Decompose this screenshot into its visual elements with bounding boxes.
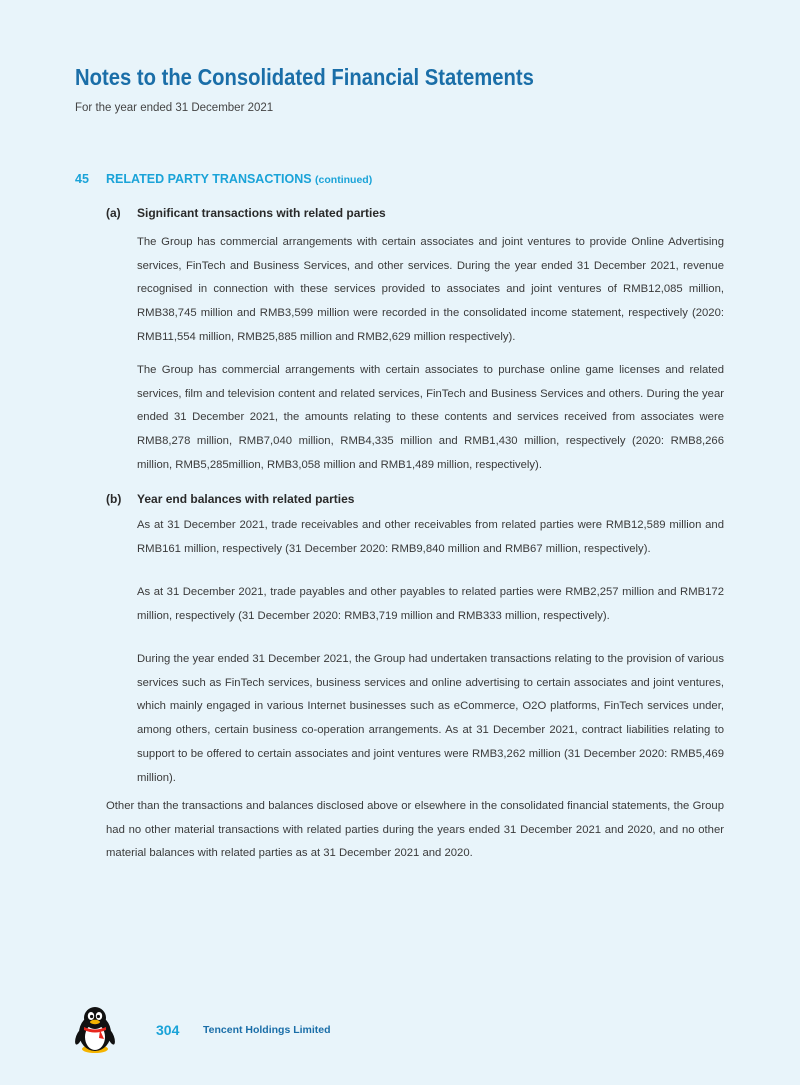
paragraph: During the year ended 31 December 2021, the Group had undertaken transactions relating to the provision of various services such as FinTech services, business services and online advertising to certain associates and joint ventures, which mainly engaged in various Internet businesses such as eCommerce, O2O platforms, FinTech services under, among others, certain business co-operation arrangements. As at 31 December 2021, contract liabilities relating to support to be offered to certain associates and joint ventures were RMB3,262 million (31 December 2020: RMB5,469 million). <box>137 653 724 784</box>
section-title: RELATED PARTY TRANSACTIONS <box>106 172 312 186</box>
subsection-letter: (b) <box>106 492 122 506</box>
paragraph: The Group has commercial arrangements with certain associates to purchase online game licenses and related services, film and television content and related services, FinTech and Business Services and others. During the year ended 31 December 2021, the amounts relating to these contents and services received from associates were RMB8,278 million, RMB7,040 million, RMB4,335 million and RMB1,430 million, respectively (2020: RMB8,266 million, RMB5,285million, RMB3,058 million and RMB1,489 million, respectively). <box>137 364 724 471</box>
paragraph: As at 31 December 2021, trade receivables and other receivables from related parties were RMB12,589 million and RMB161 million, respectively (31 December 2020: RMB9,840 million and RMB67 million, respectively). <box>137 519 724 555</box>
section-continued: (continued) <box>315 174 373 186</box>
paragraph: The Group has commercial arrangements with certain associates and joint ventures to provide Online Advertising services, FinTech and Business Services, and other services. During the year ended 31 December 2021, revenue recognised in connection with these services provided to associates and joint ventures of RMB12,085 million, RMB38,745 million and RMB3,599 million were recorded in the consolidated income statement, respectively (2020: RMB11,554 million, RMB25,885 million and RMB2,629 million respectively). <box>137 236 724 343</box>
paragraph: As at 31 December 2021, trade payables and other payables to related parties were RMB2,257 million and RMB172 million, respectively (31 December 2020: RMB3,719 million and RMB333 million, respectively). <box>137 586 724 622</box>
penguin-logo-icon <box>72 1005 118 1055</box>
subsection-title: Year end balances with related parties <box>137 492 355 506</box>
page-title: Notes to the Consolidated Financial Statements <box>75 64 534 90</box>
subsection-heading-b <box>106 492 354 506</box>
closing-paragraph: Other than the transactions and balances disclosed above or elsewhere in the consolidated financial statements, the Group had no other material transactions with related parties during the years ended 31 December 2021 and 2020, and no other material balances with related parties as at 31 December 2021 and 2020. <box>106 800 724 860</box>
section-heading <box>75 172 372 186</box>
section-number: 45 <box>75 172 89 186</box>
company-name: Tencent Holdings Limited <box>203 1024 331 1036</box>
subsection-title: Significant transactions with related parties <box>137 206 386 220</box>
subsection-heading-a <box>106 206 386 220</box>
page-number: 304 <box>156 1022 180 1038</box>
page-subtitle: For the year ended 31 December 2021 <box>75 102 274 114</box>
subsection-letter: (a) <box>106 206 121 220</box>
